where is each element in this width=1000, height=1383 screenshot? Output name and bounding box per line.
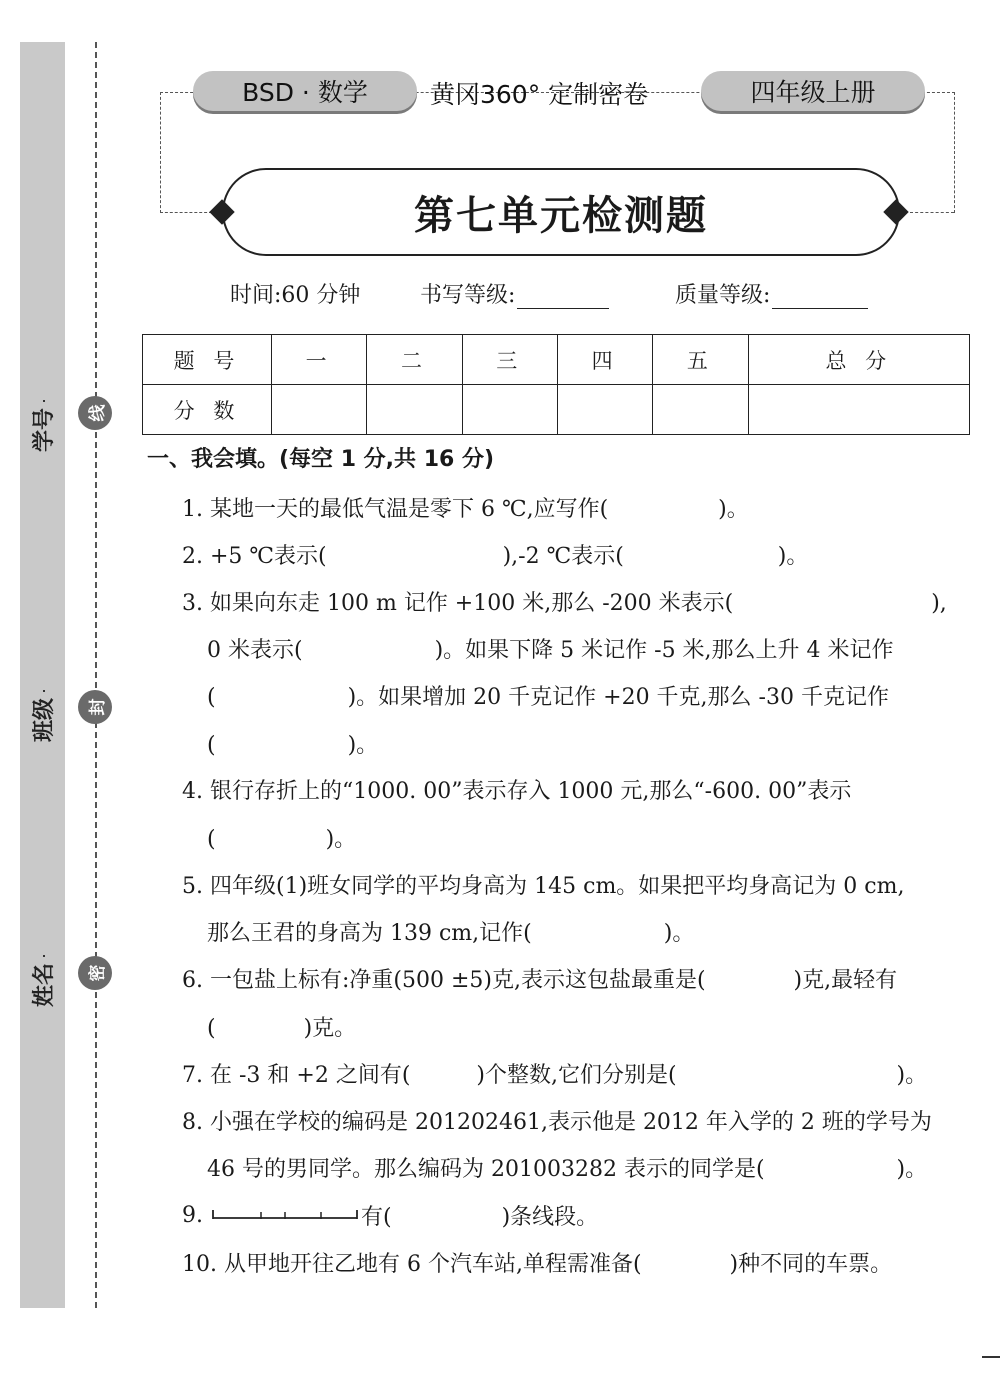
question-9-number: 9.: [182, 1203, 203, 1228]
series-title: 黄冈360° 定制密卷: [430, 80, 649, 109]
question-9-text: 有( )条线段。: [361, 1205, 599, 1230]
score-cell[interactable]: [272, 385, 367, 435]
score-table: [142, 334, 970, 435]
quality-grade-blank[interactable]: [772, 286, 868, 309]
section-heading: 一、我会填。(每空 1 分,共 16 分): [147, 447, 495, 472]
page-edge-mark: [982, 1356, 1000, 1358]
question-10: 10. 从甲地开往乙地有 6 个汽车站,单程需准备( )种不同的车票。: [182, 1252, 893, 1277]
binding-gutter: [20, 42, 65, 1308]
student-id-label: 学号: [31, 407, 57, 452]
quality-grade-label: 质量等级:: [675, 283, 771, 308]
score-cell[interactable]: [367, 385, 462, 435]
question-3-line-2: 0 米表示( )。如果下降 5 米记作 -5 米,那么上升 4 米记作: [207, 638, 894, 663]
name-field[interactable]: [16, 955, 68, 1007]
question-7: 7. 在 -3 和 +2 之间有( )个整数,它们分别是( )。: [182, 1063, 928, 1088]
table-header-cell: 五: [653, 335, 748, 385]
table-header-cell: 四: [557, 335, 652, 385]
table-header-cell: 二: [367, 335, 462, 385]
score-cell[interactable]: [748, 385, 969, 435]
class-label: 班级: [31, 697, 57, 742]
header-dashed-right: [910, 212, 954, 213]
question-3-line-4: ( )。: [207, 733, 379, 758]
writing-grade-label: 书写等级:: [420, 283, 516, 308]
table-header-cell: 题 号: [143, 335, 272, 385]
student-id-line: [39, 400, 45, 402]
table-header-cell: 三: [462, 335, 557, 385]
cut-line: [95, 42, 97, 1308]
score-row-label: 分 数: [143, 385, 272, 435]
name-label: 姓名: [31, 962, 57, 1007]
question-8-line-2: 46 号的男同学。那么编码为 201003282 表示的同学是( )。: [207, 1157, 928, 1182]
question-1: 1. 某地一天的最低气温是零下 6 ℃,应写作( )。: [182, 497, 749, 522]
quality-grade[interactable]: [675, 278, 868, 309]
writing-grade-blank[interactable]: [517, 286, 609, 309]
writing-grade[interactable]: [420, 278, 609, 309]
question-6-line-1: 6. 一包盐上标有:净重(500 ±5)克,表示这包盐最重是( )克,最轻有: [182, 968, 898, 993]
score-table-score-row: [143, 385, 970, 435]
question-3-line-3: ( )。如果增加 20 千克记作 +20 千克,那么 -30 千克记作: [207, 685, 889, 710]
header-dashed-left: [160, 212, 212, 213]
score-table-header-row: [143, 335, 970, 385]
question-5-line-1: 5. 四年级(1)班女同学的平均身高为 145 cm。如果把平均身高记为 0 cm,: [182, 874, 905, 899]
class-field[interactable]: [16, 690, 68, 742]
question-5-line-2: 那么王君的身高为 139 cm,记作( )。: [207, 921, 695, 946]
question-4-line-1: 4. 银行存折上的“1000. 00”表示存入 1000 元,那么“-600. 00”表示: [182, 779, 852, 804]
question-4-line-2: ( )。: [207, 827, 357, 852]
time-limit: [230, 278, 360, 309]
score-cell[interactable]: [653, 385, 748, 435]
table-header-cell: 总 分: [748, 335, 969, 385]
subject-pill: BSD · 数学: [193, 71, 417, 111]
name-line: [39, 955, 45, 957]
student-id-field[interactable]: [16, 400, 68, 452]
page-title: 第七单元检测题: [222, 168, 900, 256]
grade-pill: 四年级上册: [701, 71, 925, 111]
binding-mark-secret: 密: [78, 956, 112, 990]
score-cell[interactable]: [557, 385, 652, 435]
question-6-line-2: ( )克。: [207, 1016, 357, 1041]
question-3-line-1: 3. 如果向东走 100 m 记作 +100 米,那么 -200 米表示( ),: [182, 591, 947, 616]
class-line: [39, 690, 45, 692]
table-header-cell: 一: [272, 335, 367, 385]
question-9: [182, 1200, 598, 1231]
binding-mark-line: 线: [78, 396, 112, 430]
line-segment-figure: [211, 1206, 361, 1226]
question-2: 2. +5 ℃表示( ),-2 ℃表示( )。: [182, 544, 809, 569]
time-limit-text: 时间:60 分钟: [230, 283, 361, 308]
score-cell[interactable]: [462, 385, 557, 435]
binding-mark-seal: 封: [78, 690, 112, 724]
question-8-line-1: 8. 小强在学校的编码是 201202461,表示他是 2012 年入学的 2 班的学号为: [182, 1110, 932, 1135]
